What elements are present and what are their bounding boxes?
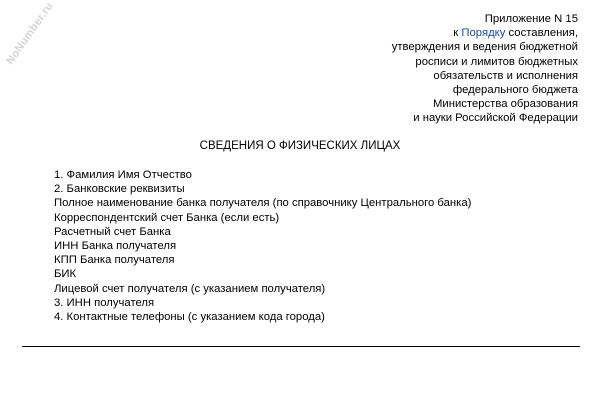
document-title: СВЕДЕНИЯ О ФИЗИЧЕСКИХ ЛИЦАХ bbox=[199, 140, 401, 152]
appendix-line-2-prefix: к bbox=[453, 27, 462, 40]
list-item: Расчетный счет Банка bbox=[54, 225, 171, 238]
watermark-text: NoNumber.ru bbox=[4, 0, 56, 67]
list-item: 1. Фамилия Имя Отчество bbox=[54, 169, 192, 181]
appendix-line-6: федерального бюджета bbox=[452, 84, 578, 97]
list-item: 4. Контактные телефоны (с указанием кода города) bbox=[54, 311, 325, 324]
appendix-line-2-suffix: составления, bbox=[505, 27, 578, 40]
appendix-number: Приложение N 15 bbox=[484, 13, 578, 25]
list-item: 2. Банковские реквизиты bbox=[54, 183, 185, 196]
list-item: КПП Банка получателя bbox=[54, 254, 175, 267]
list-item: БИК bbox=[54, 268, 77, 281]
list-item: 3. ИНН получателя bbox=[54, 296, 155, 309]
list-item: Корреспондентский счет Банка (если есть) bbox=[54, 211, 280, 224]
appendix-line-3: утверждения и ведения бюджетной bbox=[391, 41, 578, 54]
list-item: Полное наименование банка получателя (по справочнику Центрального банка) bbox=[54, 197, 472, 210]
procedure-link[interactable]: Порядку bbox=[461, 27, 506, 40]
appendix-line-4: росписи и лимитов бюджетных bbox=[415, 55, 578, 68]
appendix-line-5: обязательств и исполнения bbox=[433, 69, 578, 82]
bottom-divider bbox=[22, 346, 580, 347]
appendix-line-7: Министерства образования bbox=[432, 98, 578, 111]
appendix-line-2 bbox=[392, 26, 578, 40]
info-items-list bbox=[54, 168, 471, 324]
appendix-header bbox=[392, 12, 578, 126]
list-item: Лицевой счет получателя (с указанием получателя) bbox=[54, 282, 326, 295]
list-item: ИНН Банка получателя bbox=[54, 240, 177, 253]
appendix-line-8: и науки Российской Федерации bbox=[413, 112, 578, 125]
watermark bbox=[4, 0, 56, 80]
